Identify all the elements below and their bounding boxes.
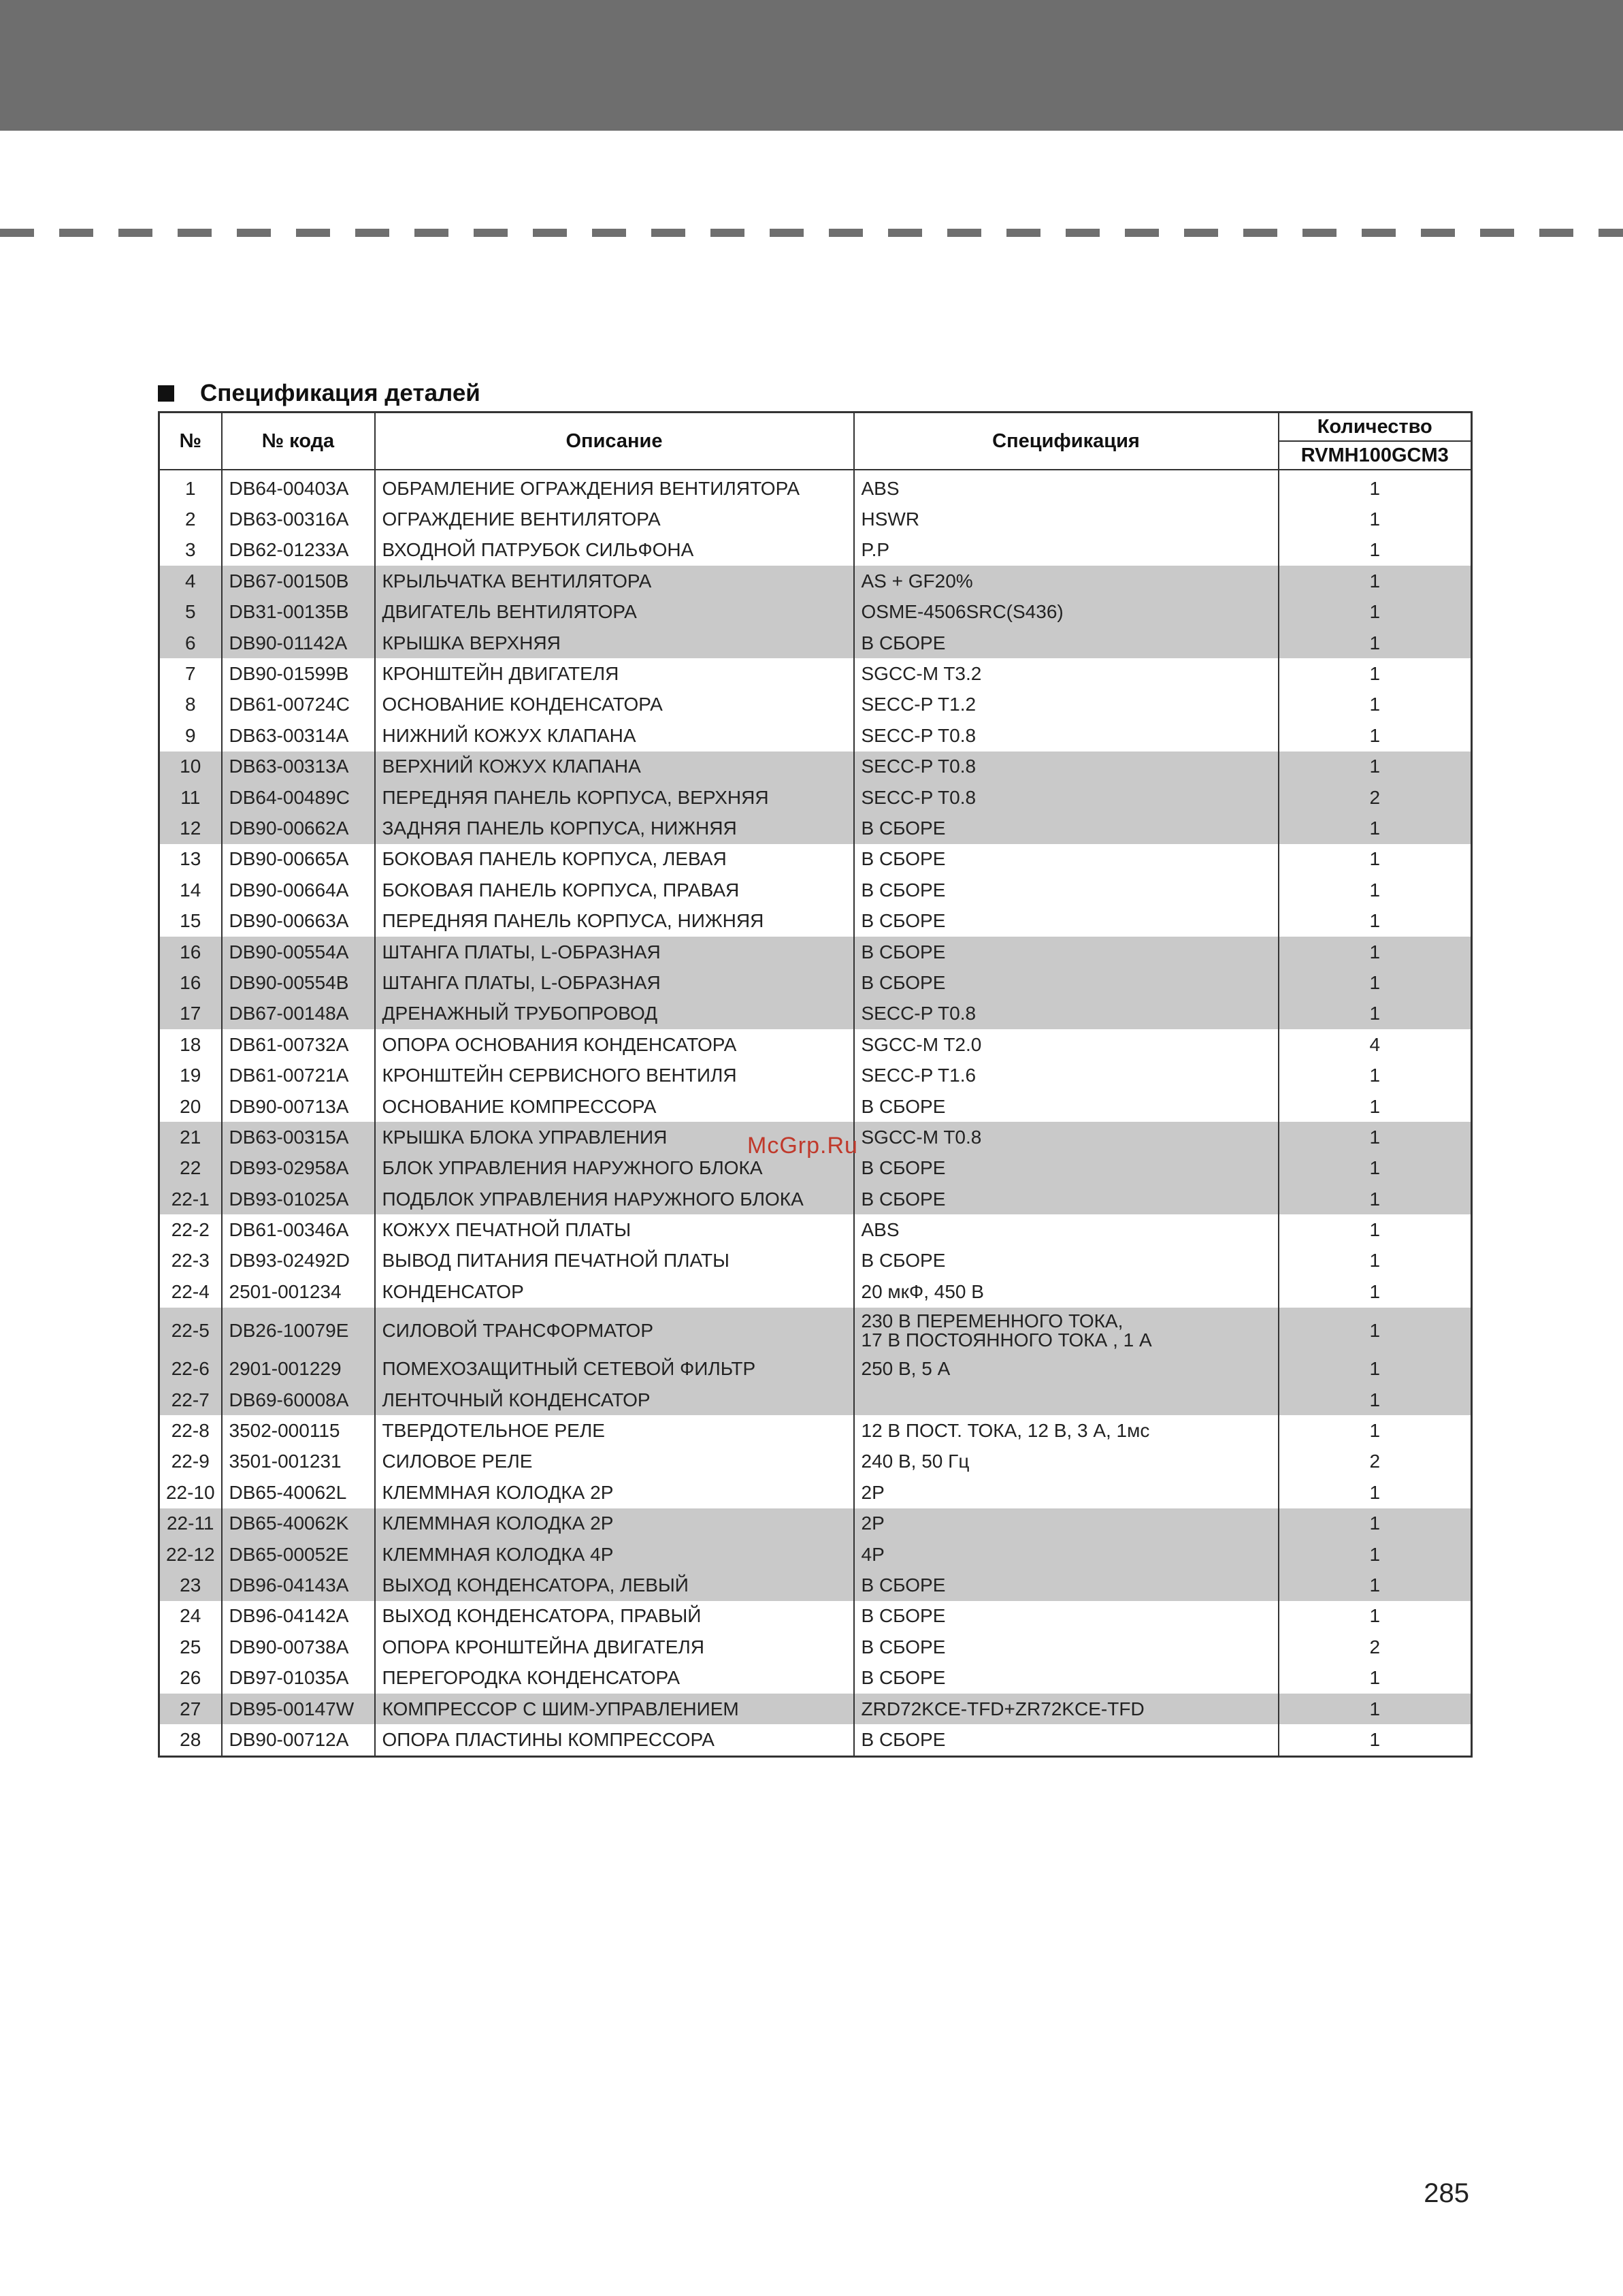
row-qty: 1: [1279, 1354, 1472, 1385]
row-spec: В СБОРЕ: [854, 1570, 1279, 1600]
row-code: DB90-01599B: [222, 658, 375, 689]
row-code: DB69-60008A: [222, 1385, 375, 1415]
row-num: 5: [159, 597, 222, 628]
row-code: DB63-00315A: [222, 1122, 375, 1152]
row-spec: 2P: [854, 1508, 1279, 1539]
row-desc: ПОДБЛОК УПРАВЛЕНИЯ НАРУЖНОГО БЛОКА: [375, 1184, 854, 1214]
table-row: [159, 1308, 1472, 1354]
row-spec: В СБОРЕ: [854, 813, 1279, 843]
col-header-code: № кода: [222, 413, 375, 470]
table-row: [159, 1632, 1472, 1662]
row-qty: 1: [1279, 690, 1472, 720]
row-num: 14: [159, 875, 222, 905]
row-spec: SGCC-M T0.8: [854, 1122, 1279, 1152]
row-code: 3501-001231: [222, 1446, 375, 1477]
row-spec: В СБОРЕ: [854, 967, 1279, 998]
row-desc: КЛЕММНАЯ КОЛОДКА 2P: [375, 1477, 854, 1508]
row-desc: КЛЕММНАЯ КОЛОДКА 4P: [375, 1539, 854, 1570]
row-code: DB61-00346A: [222, 1214, 375, 1245]
table-row: [159, 720, 1472, 751]
row-code: DB31-00135B: [222, 597, 375, 628]
table-row: [159, 1508, 1472, 1539]
row-code: DB63-00313A: [222, 751, 375, 782]
row-num: 20: [159, 1091, 222, 1122]
row-spec: SECC-P T0.8: [854, 751, 1279, 782]
row-qty: 1: [1279, 1091, 1472, 1122]
row-code: DB90-00554B: [222, 967, 375, 998]
row-desc: ОБРАМЛЕНИЕ ОГРАЖДЕНИЯ ВЕНТИЛЯТОРА: [375, 470, 854, 504]
table-row: [159, 813, 1472, 843]
row-desc: ДРЕНАЖНЫЙ ТРУБОПРОВОД: [375, 999, 854, 1029]
row-desc: НИЖНИЙ КОЖУХ КЛАПАНА: [375, 720, 854, 751]
table-row: [159, 905, 1472, 936]
row-desc: КОНДЕНСАТОР: [375, 1276, 854, 1307]
table-row: [159, 1060, 1472, 1090]
row-spec: В СБОРЕ: [854, 875, 1279, 905]
row-num: 22: [159, 1153, 222, 1184]
row-code: DB61-00721A: [222, 1060, 375, 1090]
row-desc: ОГРАЖДЕНИЕ ВЕНТИЛЯТОРА: [375, 504, 854, 534]
row-spec: [854, 1308, 1279, 1354]
row-num: 10: [159, 751, 222, 782]
row-qty: 1: [1279, 813, 1472, 843]
row-spec: ABS: [854, 470, 1279, 504]
row-code: DB90-00713A: [222, 1091, 375, 1122]
row-code: DB63-00314A: [222, 720, 375, 751]
row-num: 3: [159, 535, 222, 566]
row-spec: 12 В ПОСТ. ТОКА, 12 В, 3 А, 1мс: [854, 1415, 1279, 1446]
row-qty: 1: [1279, 1601, 1472, 1632]
row-code: DB64-00403A: [222, 470, 375, 504]
row-spec: SGCC-M T2.0: [854, 1029, 1279, 1060]
row-code: DB61-00732A: [222, 1029, 375, 1060]
row-code: DB93-02958A: [222, 1153, 375, 1184]
row-spec: SECC-P T0.8: [854, 999, 1279, 1029]
row-desc: КРОНШТЕЙН СЕРВИСНОГО ВЕНТИЛЯ: [375, 1060, 854, 1090]
table-row: [159, 999, 1472, 1029]
row-desc: ПОМЕХОЗАЩИТНЫЙ СЕТЕВОЙ ФИЛЬТР: [375, 1354, 854, 1385]
row-code: DB90-00664A: [222, 875, 375, 905]
row-desc: СИЛОВОЕ РЕЛЕ: [375, 1446, 854, 1477]
row-num: 22-12: [159, 1539, 222, 1570]
col-header-num: №: [159, 413, 222, 470]
row-spec: В СБОРЕ: [854, 1724, 1279, 1756]
dashed-divider: [0, 229, 1623, 237]
row-desc: ВЫВОД ПИТАНИЯ ПЕЧАТНОЙ ПЛАТЫ: [375, 1246, 854, 1276]
row-num: 28: [159, 1724, 222, 1756]
row-qty: 1: [1279, 720, 1472, 751]
row-num: 13: [159, 844, 222, 875]
row-spec: В СБОРЕ: [854, 628, 1279, 658]
row-qty: 1: [1279, 628, 1472, 658]
row-code: DB93-02492D: [222, 1246, 375, 1276]
row-code: DB90-01142A: [222, 628, 375, 658]
row-qty: 1: [1279, 1060, 1472, 1090]
square-bullet-icon: [158, 385, 174, 402]
row-spec: В СБОРЕ: [854, 844, 1279, 875]
row-num: 22-3: [159, 1246, 222, 1276]
row-code: DB65-40062K: [222, 1508, 375, 1539]
row-qty: 1: [1279, 1724, 1472, 1756]
row-code: DB61-00724C: [222, 690, 375, 720]
row-qty: 1: [1279, 1508, 1472, 1539]
row-qty: 1: [1279, 1122, 1472, 1152]
row-desc: ОПОРА ПЛАСТИНЫ КОМПРЕССОРА: [375, 1724, 854, 1756]
table-row: [159, 1477, 1472, 1508]
row-qty: 1: [1279, 1694, 1472, 1724]
table-row: [159, 1091, 1472, 1122]
table-row: [159, 1029, 1472, 1060]
row-qty: 1: [1279, 1276, 1472, 1307]
row-spec: В СБОРЕ: [854, 937, 1279, 967]
table-row: [159, 1184, 1472, 1214]
row-spec: [854, 1385, 1279, 1415]
table-row: [159, 1354, 1472, 1385]
row-spec: В СБОРЕ: [854, 1662, 1279, 1693]
row-desc: ВХОДНОЙ ПАТРУБОК СИЛЬФОНА: [375, 535, 854, 566]
row-code: DB90-00662A: [222, 813, 375, 843]
row-qty: 1: [1279, 844, 1472, 875]
row-spec: SECC-P T0.8: [854, 720, 1279, 751]
table-row: [159, 751, 1472, 782]
row-qty: 1: [1279, 875, 1472, 905]
row-desc: ПЕРЕДНЯЯ ПАНЕЛЬ КОРПУСА, ВЕРХНЯЯ: [375, 782, 854, 813]
row-spec: SGCC-M T3.2: [854, 658, 1279, 689]
row-desc: ВЫХОД КОНДЕНСАТОРА, ПРАВЫЙ: [375, 1601, 854, 1632]
row-desc: ПЕРЕДНЯЯ ПАНЕЛЬ КОРПУСА, НИЖНЯЯ: [375, 905, 854, 936]
row-desc: БОКОВАЯ ПАНЕЛЬ КОРПУСА, ЛЕВАЯ: [375, 844, 854, 875]
row-desc: ВЫХОД КОНДЕНСАТОРА, ЛЕВЫЙ: [375, 1570, 854, 1600]
row-qty: 1: [1279, 1246, 1472, 1276]
table-row: [159, 597, 1472, 628]
row-qty: 1: [1279, 1214, 1472, 1245]
row-qty: 1: [1279, 1385, 1472, 1415]
table-row: [159, 1662, 1472, 1693]
table-row: [159, 470, 1472, 504]
row-spec: AS + GF20%: [854, 566, 1279, 596]
row-code: DB96-04143A: [222, 1570, 375, 1600]
row-num: 18: [159, 1029, 222, 1060]
row-qty: 1: [1279, 597, 1472, 628]
row-code: DB62-01233A: [222, 535, 375, 566]
table-row: [159, 875, 1472, 905]
table-row: [159, 1570, 1472, 1600]
row-code: DB93-01025A: [222, 1184, 375, 1214]
row-desc: КЛЕММНАЯ КОЛОДКА 2P: [375, 1508, 854, 1539]
row-num: 26: [159, 1662, 222, 1693]
col-header-spec: Спецификация: [854, 413, 1279, 470]
row-qty: 1: [1279, 1662, 1472, 1693]
row-desc: ВЕРХНИЙ КОЖУХ КЛАПАНА: [375, 751, 854, 782]
table-row: [159, 937, 1472, 967]
row-code: DB63-00316A: [222, 504, 375, 534]
row-spec: 20 мкФ, 450 В: [854, 1276, 1279, 1307]
table-row: [159, 1694, 1472, 1724]
row-desc: ОПОРА ОСНОВАНИЯ КОНДЕНСАТОРА: [375, 1029, 854, 1060]
row-spec: OSME-4506SRC(S436): [854, 597, 1279, 628]
row-code: DB90-00663A: [222, 905, 375, 936]
section-title: Спецификация деталей: [200, 380, 480, 406]
row-qty: 1: [1279, 905, 1472, 936]
row-qty: 1: [1279, 566, 1472, 596]
row-num: 12: [159, 813, 222, 843]
row-desc: КОЖУХ ПЕЧАТНОЙ ПЛАТЫ: [375, 1214, 854, 1245]
row-qty: 1: [1279, 751, 1472, 782]
row-num: 9: [159, 720, 222, 751]
row-desc: ТВЕРДОТЕЛЬНОЕ РЕЛЕ: [375, 1415, 854, 1446]
row-qty: 1: [1279, 1539, 1472, 1570]
row-qty: 1: [1279, 1415, 1472, 1446]
row-spec: 2P: [854, 1477, 1279, 1508]
row-code: DB65-00052E: [222, 1539, 375, 1570]
row-num: 7: [159, 658, 222, 689]
row-spec: SECC-P T1.2: [854, 690, 1279, 720]
row-num: 24: [159, 1601, 222, 1632]
row-num: 21: [159, 1122, 222, 1152]
row-spec: 240 В, 50 Гц: [854, 1446, 1279, 1477]
top-gray-band: [0, 0, 1623, 131]
row-num: 16: [159, 937, 222, 967]
table-row: [159, 1601, 1472, 1632]
row-desc: ЗАДНЯЯ ПАНЕЛЬ КОРПУСА, НИЖНЯЯ: [375, 813, 854, 843]
row-num: 22-1: [159, 1184, 222, 1214]
row-spec: В СБОРЕ: [854, 1153, 1279, 1184]
row-qty: 2: [1279, 1632, 1472, 1662]
row-qty: 2: [1279, 782, 1472, 813]
row-desc: СИЛОВОЙ ТРАНСФОРМАТОР: [375, 1308, 854, 1354]
watermark: McGrp.Ru: [747, 1133, 858, 1159]
row-spec: В СБОРЕ: [854, 1632, 1279, 1662]
row-spec: В СБОРЕ: [854, 1601, 1279, 1632]
row-qty: 1: [1279, 967, 1472, 998]
row-code: DB95-00147W: [222, 1694, 375, 1724]
col-header-desc: Описание: [375, 413, 854, 470]
row-num: 11: [159, 782, 222, 813]
row-code: DB90-00665A: [222, 844, 375, 875]
table-row: [159, 690, 1472, 720]
row-desc: ЛЕНТОЧНЫЙ КОНДЕНСАТОР: [375, 1385, 854, 1415]
row-desc: БОКОВАЯ ПАНЕЛЬ КОРПУСА, ПРАВАЯ: [375, 875, 854, 905]
table-row: [159, 1246, 1472, 1276]
row-code: DB26-10079E: [222, 1308, 375, 1354]
row-spec: 4P: [854, 1539, 1279, 1570]
table-body: [159, 470, 1472, 1756]
row-desc: ОПОРА КРОНШТЕЙНА ДВИГАТЕЛЯ: [375, 1632, 854, 1662]
row-spec: В СБОРЕ: [854, 905, 1279, 936]
row-num: 19: [159, 1060, 222, 1090]
row-spec-line1: 230 В ПЕРЕМЕННОГО ТОКА,: [861, 1310, 1124, 1331]
col-header-qty: Количество: [1279, 413, 1472, 442]
row-num: 22-10: [159, 1477, 222, 1508]
table-row: [159, 1724, 1472, 1756]
row-desc: ШТАНГА ПЛАТЫ, L-ОБРАЗНАЯ: [375, 937, 854, 967]
row-qty: 1: [1279, 504, 1472, 534]
row-code: 2501-001234: [222, 1276, 375, 1307]
row-code: DB96-04142A: [222, 1601, 375, 1632]
row-num: 23: [159, 1570, 222, 1600]
row-num: 22-6: [159, 1354, 222, 1385]
row-spec: В СБОРЕ: [854, 1091, 1279, 1122]
row-desc: КРЫШКА БЛОКА УПРАВЛЕНИЯ: [375, 1122, 854, 1152]
row-spec: ABS: [854, 1214, 1279, 1245]
table-row: [159, 1446, 1472, 1477]
row-num: 1: [159, 470, 222, 504]
table-row: [159, 1385, 1472, 1415]
row-desc: ПЕРЕГОРОДКА КОНДЕНСАТОРА: [375, 1662, 854, 1693]
row-code: DB67-00150B: [222, 566, 375, 596]
row-num: 25: [159, 1632, 222, 1662]
row-num: 22-2: [159, 1214, 222, 1245]
row-num: 22-7: [159, 1385, 222, 1415]
row-num: 8: [159, 690, 222, 720]
row-qty: 1: [1279, 658, 1472, 689]
row-desc: КРОНШТЕЙН ДВИГАТЕЛЯ: [375, 658, 854, 689]
row-num: 4: [159, 566, 222, 596]
row-code: DB90-00554A: [222, 937, 375, 967]
row-num: 27: [159, 1694, 222, 1724]
row-spec: SECC-P T1.6: [854, 1060, 1279, 1090]
row-desc: ШТАНГА ПЛАТЫ, L-ОБРАЗНАЯ: [375, 967, 854, 998]
table-row: [159, 566, 1472, 596]
section-heading: [158, 377, 480, 410]
row-qty: 1: [1279, 535, 1472, 566]
parts-spec-table: [158, 411, 1473, 1758]
table-row: [159, 658, 1472, 689]
row-qty: 2: [1279, 1446, 1472, 1477]
row-spec-line2: 17 В ПОСТОЯННОГО ТОКА , 1 А: [861, 1329, 1152, 1351]
row-num: 2: [159, 504, 222, 534]
table-row: [159, 1415, 1472, 1446]
row-num: 22-9: [159, 1446, 222, 1477]
row-desc: ОСНОВАНИЕ КОМПРЕССОРА: [375, 1091, 854, 1122]
row-num: 17: [159, 999, 222, 1029]
row-qty: 1: [1279, 1477, 1472, 1508]
row-code: DB97-01035A: [222, 1662, 375, 1693]
row-desc: КОМПРЕССОР С ШИМ-УПРАВЛЕНИЕМ: [375, 1694, 854, 1724]
row-num: 6: [159, 628, 222, 658]
row-spec: P.P: [854, 535, 1279, 566]
row-spec: 250 В, 5 А: [854, 1354, 1279, 1385]
row-spec: HSWR: [854, 504, 1279, 534]
table-row: [159, 535, 1472, 566]
row-qty: 1: [1279, 937, 1472, 967]
table-row: [159, 782, 1472, 813]
row-spec: ZRD72KCE-TFD+ZR72KCE-TFD: [854, 1694, 1279, 1724]
row-num: 16: [159, 967, 222, 998]
row-code: DB90-00738A: [222, 1632, 375, 1662]
row-spec: SECC-P T0.8: [854, 782, 1279, 813]
row-qty: 1: [1279, 470, 1472, 504]
row-qty: 1: [1279, 1153, 1472, 1184]
row-num: 22-8: [159, 1415, 222, 1446]
row-qty: 1: [1279, 1184, 1472, 1214]
row-desc: КРЫЛЬЧАТКА ВЕНТИЛЯТОРА: [375, 566, 854, 596]
table-row: [159, 1539, 1472, 1570]
row-num: 22-4: [159, 1276, 222, 1307]
row-code: DB90-00712A: [222, 1724, 375, 1756]
row-desc: КРЫШКА ВЕРХНЯЯ: [375, 628, 854, 658]
row-code: DB65-40062L: [222, 1477, 375, 1508]
page-number: 285: [1424, 2178, 1469, 2208]
row-code: DB67-00148A: [222, 999, 375, 1029]
row-qty: 1: [1279, 1570, 1472, 1600]
row-qty: 4: [1279, 1029, 1472, 1060]
row-spec: В СБОРЕ: [854, 1246, 1279, 1276]
row-qty: 1: [1279, 999, 1472, 1029]
row-code: 3502-000115: [222, 1415, 375, 1446]
row-desc: ДВИГАТЕЛЬ ВЕНТИЛЯТОРА: [375, 597, 854, 628]
row-num: 22-11: [159, 1508, 222, 1539]
col-header-model: RVMH100GCM3: [1279, 441, 1472, 470]
row-desc: ОСНОВАНИЕ КОНДЕНСАТОРА: [375, 690, 854, 720]
row-num: 15: [159, 905, 222, 936]
row-spec: В СБОРЕ: [854, 1184, 1279, 1214]
table-row: [159, 504, 1472, 534]
row-desc: БЛОК УПРАВЛЕНИЯ НАРУЖНОГО БЛОКА: [375, 1153, 854, 1184]
table-row: [159, 628, 1472, 658]
row-code: 2901-001229: [222, 1354, 375, 1385]
table-row: [159, 967, 1472, 998]
table-row: [159, 844, 1472, 875]
table-row: [159, 1214, 1472, 1245]
row-code: DB64-00489C: [222, 782, 375, 813]
table-row: [159, 1276, 1472, 1307]
row-num: 22-5: [159, 1308, 222, 1354]
row-qty: 1: [1279, 1308, 1472, 1354]
